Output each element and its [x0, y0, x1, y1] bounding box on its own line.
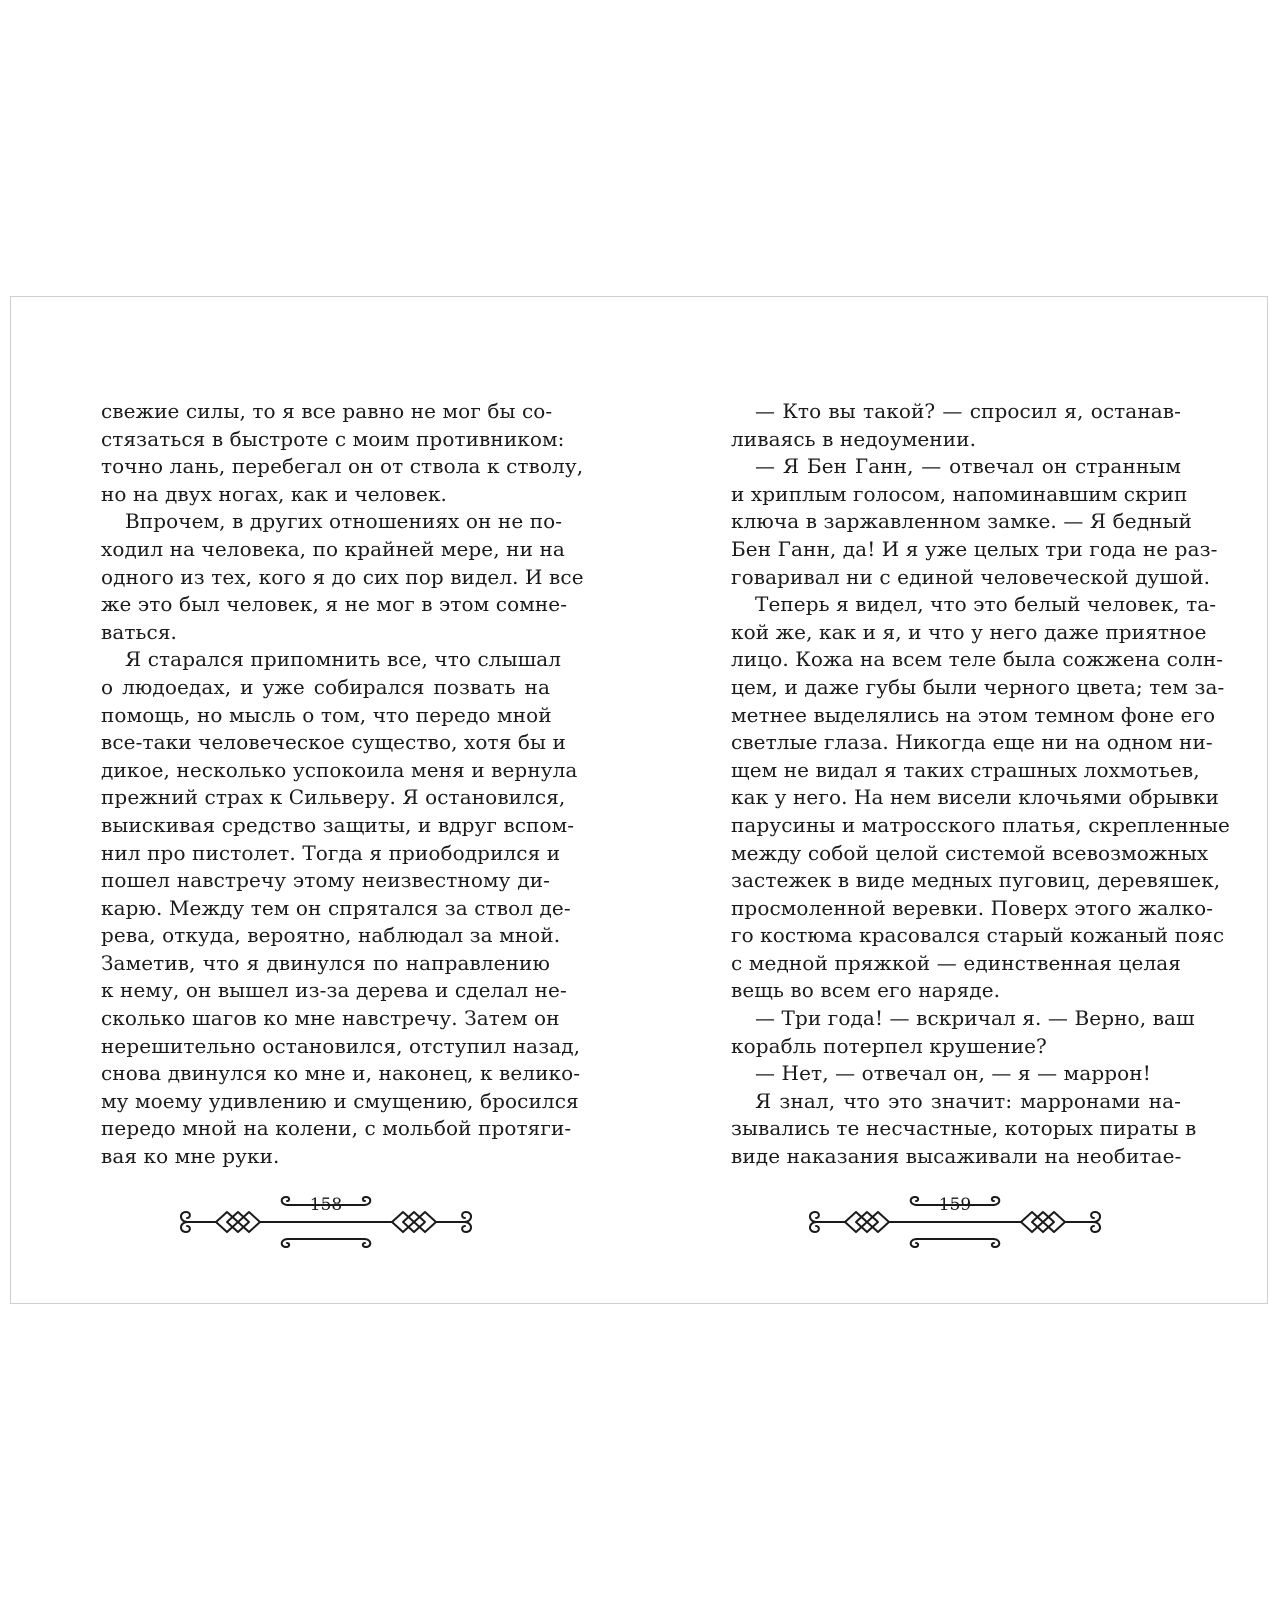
page-number: 158 — [309, 1195, 343, 1215]
text-line: как у него. На нем висели клочьями обрывки — [731, 785, 1219, 810]
text-line: между собой целой системой всевозможных — [731, 840, 1209, 865]
text-line: корабль потерпел крушение? — [731, 1033, 1047, 1058]
text-line: передо мной на колени, с мольбой протяги- — [101, 1116, 572, 1141]
left-page-text — [101, 398, 584, 1171]
text-line: ходил на человека, по крайней мере, ни на — [101, 536, 565, 561]
text-line: виде наказания высаживали на необитае- — [731, 1144, 1182, 1169]
text-line: метнее выделялись на этом темном фоне его — [731, 702, 1216, 727]
text-line: Теперь я видел, что это белый человек, та- — [755, 592, 1217, 617]
text-line: вещь во всем его наряде. — [731, 978, 1001, 1003]
book-spread — [10, 296, 1268, 1304]
text-line: рева, откуда, вероятно, наблюдал за мной. — [101, 923, 561, 948]
text-line: ливаясь в недоумении. — [731, 426, 977, 451]
text-line: одного из тех, кого я до сих пор видел. И все — [101, 564, 584, 589]
text-line: к нему, он вышел из-за дерева и сделал не- — [101, 978, 567, 1003]
text-line: нил про пистолет. Тогда я приободрился и — [101, 840, 561, 865]
text-line: о людоедах, и уже собирался позвать на — [101, 674, 550, 699]
text-line: же это был человек, я не мог в этом сомне- — [101, 592, 568, 617]
text-line: стязаться в быстроте с моим противником: — [101, 426, 565, 451]
text-line: снова двинулся ко мне и, наконец, к велико- — [101, 1061, 581, 1086]
text-line: светлые глаза. Никогда еще ни на одном ни- — [731, 730, 1213, 755]
text-line: просмоленной веревки. Поверх этого жалко- — [731, 895, 1214, 920]
text-line: но на двух ногах, как и человек. — [101, 481, 448, 506]
right-page-text — [731, 398, 1230, 1171]
right-page-footer — [805, 1193, 1105, 1263]
text-line: ключа в заржавленном замке. — Я бедный — [731, 509, 1192, 534]
text-line: говаривал ни с единой человеческой душой. — [731, 564, 1211, 589]
text-line: зывались те несчастные, которых пираты в — [731, 1116, 1197, 1141]
text-line: точно лань, перебегал он от ствола к стволу, — [101, 454, 584, 479]
text-line: Я знал, что это значит: марронами на- — [755, 1088, 1181, 1113]
text-line: все-таки человеческое существо, хотя бы и — [101, 730, 566, 755]
text-line: помощь, но мысль о том, что передо мной — [101, 702, 552, 727]
text-line: цем, и даже губы были черного цвета; тем за- — [731, 674, 1225, 699]
right-page — [640, 297, 1269, 1303]
text-line: щем не видал я таких страшных лохмотьев, — [731, 757, 1200, 782]
text-line: свежие силы, то я все равно не мог бы со- — [101, 399, 553, 423]
text-line: — Я Бен Ганн, — отвечал он странным — [755, 454, 1181, 479]
text-line: — Кто вы такой? — спросил я, останав- — [755, 399, 1181, 423]
text-line: Бен Ганн, да! И я уже целых три года не раз- — [731, 536, 1218, 561]
text-line: Заметив, что я двинулся по направлению — [101, 950, 550, 975]
text-line: му моему удивлению и смущению, бросился — [101, 1088, 579, 1113]
text-line: пошел навстречу этому неизвестному ди- — [101, 868, 550, 893]
text-line: застежек в виде медных пуговиц, деревяшек, — [731, 868, 1221, 893]
text-line: — Три года! — вскричал я. — Верно, ваш — [755, 1006, 1195, 1031]
text-line: лицо. Кожа на всем теле была сожжена солн- — [731, 647, 1224, 672]
text-line: Впрочем, в других отношениях он не по- — [125, 509, 563, 534]
text-line: с медной пряжкой — единственная целая — [731, 950, 1181, 975]
text-line: карю. Между тем он спрятался за ствол де- — [101, 895, 571, 920]
text-line: Я старался припомнить все, что слышал — [125, 647, 562, 672]
text-line: и хриплым голосом, напоминавшим скрип — [731, 481, 1188, 506]
text-line: парусины и матросского платья, скрепленные — [731, 812, 1230, 837]
text-line: нерешительно остановился, отступил назад, — [101, 1033, 581, 1058]
text-line: — Нет, — отвечал он, — я — маррон! — [755, 1061, 1151, 1086]
text-line: вая ко мне руки. — [101, 1144, 280, 1169]
page-number: 159 — [938, 1195, 972, 1215]
text-line: прежний страх к Сильверу. Я остановился, — [101, 785, 566, 810]
left-page-footer — [176, 1193, 476, 1263]
text-line: дикое, несколько успокоила меня и вернула — [101, 757, 578, 782]
text-line: сколько шагов ко мне навстречу. Затем он — [101, 1006, 560, 1031]
text-line: ваться. — [101, 619, 178, 644]
text-line: выискивая средство защиты, и вдруг вспом- — [101, 812, 575, 837]
text-line: го костюма красовался старый кожаный пояс — [731, 923, 1225, 948]
left-page — [11, 297, 640, 1303]
text-line: кой же, как и я, и что у него даже приятное — [731, 619, 1207, 644]
